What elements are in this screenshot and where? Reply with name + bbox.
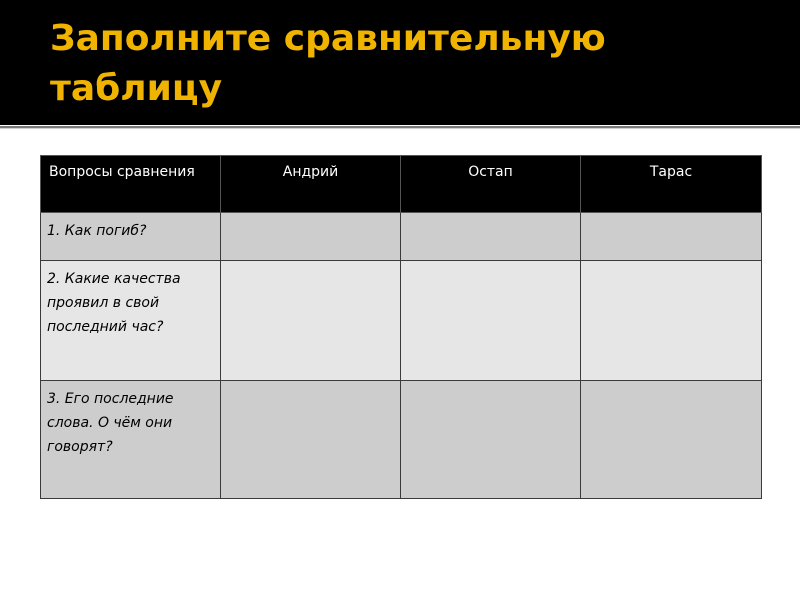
comparison-table bbox=[40, 155, 762, 499]
answer-cell-andriy[interactable] bbox=[221, 261, 401, 381]
slide-title-line-2: таблицу bbox=[50, 68, 223, 109]
table-row bbox=[41, 381, 762, 499]
question-cell: 3. Его последние слова. О чём они говорят? bbox=[41, 381, 221, 499]
table-row bbox=[41, 261, 762, 381]
answer-cell-andriy[interactable] bbox=[221, 381, 401, 499]
answer-cell-ostap[interactable] bbox=[401, 381, 581, 499]
header-taras: Тарас bbox=[581, 156, 762, 213]
title-divider-highlight bbox=[0, 128, 800, 129]
answer-cell-ostap[interactable] bbox=[401, 261, 581, 381]
answer-cell-ostap[interactable] bbox=[401, 213, 581, 261]
header-questions: Вопросы сравнения bbox=[41, 156, 221, 213]
header-ostap: Остап bbox=[401, 156, 581, 213]
answer-cell-taras[interactable] bbox=[581, 213, 762, 261]
table-row bbox=[41, 213, 762, 261]
answer-cell-taras[interactable] bbox=[581, 261, 762, 381]
slide-title-line-1: Заполните сравнительную bbox=[50, 18, 606, 59]
question-cell: 2. Какие качества проявил в свой последний час? bbox=[41, 261, 221, 381]
answer-cell-andriy[interactable] bbox=[221, 213, 401, 261]
slide-title bbox=[50, 14, 606, 114]
answer-cell-taras[interactable] bbox=[581, 381, 762, 499]
title-bar bbox=[0, 0, 800, 125]
header-andriy: Андрий bbox=[221, 156, 401, 213]
table-header-row bbox=[41, 156, 762, 213]
question-cell: 1. Как погиб? bbox=[41, 213, 221, 261]
